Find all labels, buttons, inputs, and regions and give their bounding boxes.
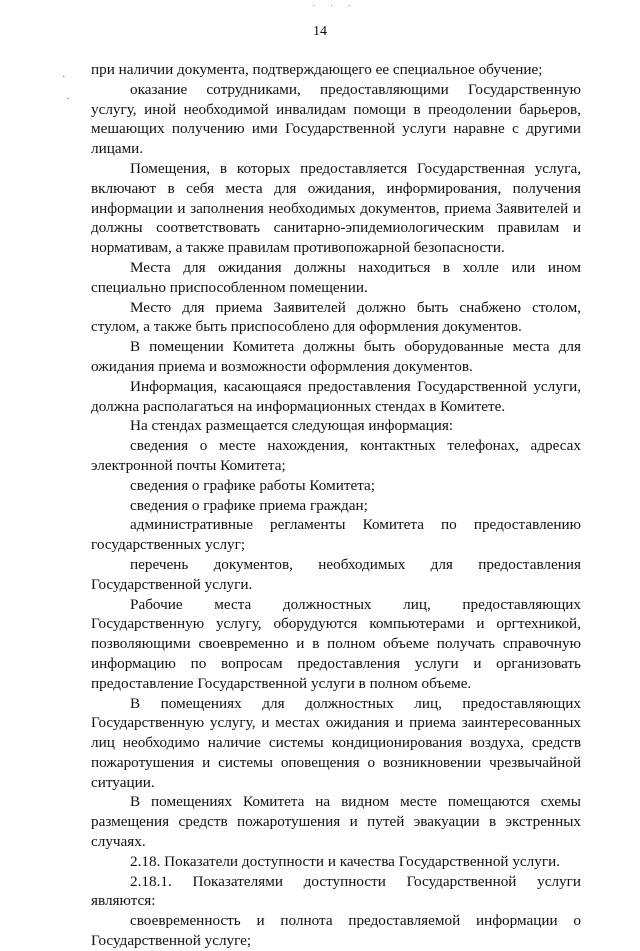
paragraph: 2.18.1. Показателями доступности Государственной услуги являются: <box>91 872 581 910</box>
paragraph: административные регламенты Комитета по предоставлению государственных услуг; <box>91 516 581 554</box>
paragraph: Место для приема Заявителей должно быть снабжено столом, стулом, а также быть приспособлено для оформления документов. <box>91 298 581 336</box>
paragraph: своевременность и полнота предоставляемой информации о Государственной услуге; <box>91 912 581 950</box>
paragraph: сведения о графике приема граждан; <box>130 496 368 514</box>
paragraph: сведения о месте нахождения, контактных телефонах, адресах электронной почты Комитета; <box>91 437 581 474</box>
paragraph: при наличии документа, подтверждающего ее специальное обучение; <box>91 61 543 78</box>
page-number: 14 <box>313 24 327 39</box>
margin-mark: · <box>66 93 70 105</box>
paragraph: Помещения, в которых предоставляется Государственная услуга, включают в себя места для ожидания, информирования, получения информации и заполнения необходимых документов, приема Заявителей и должны соответствовать санитарно-эпидемиологическим правилам и нормативам, а также правилам противопожарной безопасности. <box>91 159 581 257</box>
scan-artifact: ˙ ˙ ˙ <box>312 4 357 15</box>
paragraph: В помещениях для должностных лиц, предоставляющих Государственную услугу, и местах ожидания и приема заинтересованных лиц необходимо наличие системы кондиционирования воздуха, средств пожаротушения и системы оповещения о возникновении чрезвычайной ситуации. <box>91 694 581 791</box>
paragraph: оказание сотрудниками, предоставляющими Государственную услугу, иной необходимой инвалидам помощи в преодолении барьеров, мешающих получению ими Государственной услуги наравне с другими лицами. <box>91 80 581 158</box>
paragraph: сведения о графике работы Комитета; <box>130 476 376 494</box>
paragraph: В помещениях Комитета на видном месте помещаются схемы размещения средств пожаротушения и путей эвакуации в экстренных случаях. <box>91 793 581 851</box>
paragraph: Рабочие места должностных лиц, предоставляющих Государственную услугу, оборудуются компьютерами и оргтехникой, позволяющими своевременно и в полном объеме получать справочную информацию по вопросам предоставления услуги и организовать предоставление Государственной услуги в полном объеме. <box>91 595 581 692</box>
margin-mark: · <box>62 71 66 83</box>
paragraph: перечень документов, необходимых для предоставления Государственной услуги. <box>91 555 581 593</box>
paragraph: На стендах размещается следующая информация: <box>130 417 454 435</box>
section-heading: 2.18. Показатели доступности и качества Государственной услуги. <box>130 852 560 870</box>
paragraph: Информация, касающаяся предоставления Государственной услуги, должна располагаться на информационных стендах в Комитете. <box>91 377 581 415</box>
paragraph: В помещении Комитета должны быть оборудованные места для ожидания приема и возможности оформления документов. <box>91 338 581 375</box>
body-text <box>91 60 581 951</box>
paragraph: Места для ожидания должны находиться в холле или ином специально приспособленном помещении. <box>91 258 581 296</box>
